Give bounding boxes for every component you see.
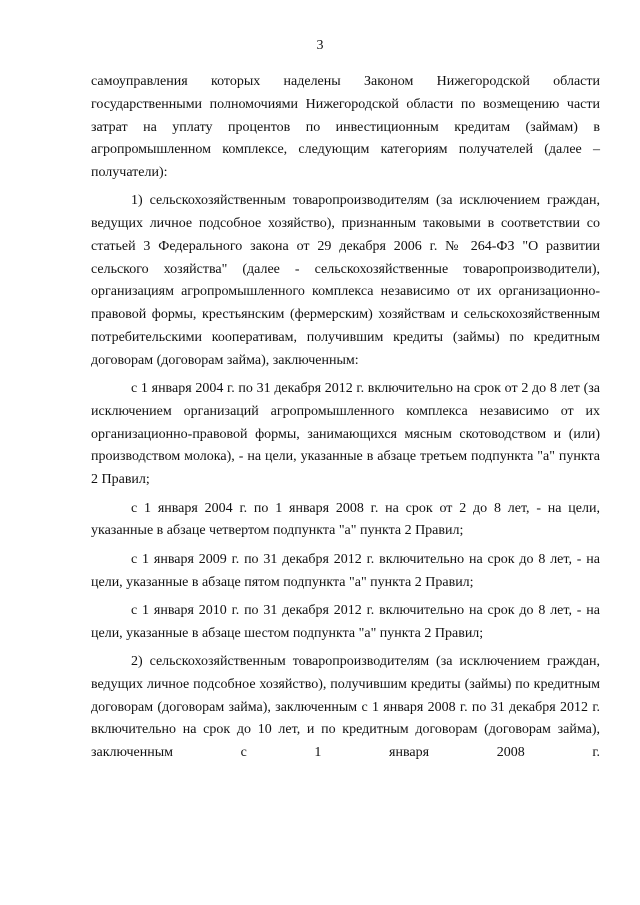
paragraph-item-1-period-2004-2008: с 1 января 2004 г. по 1 января 2008 г. на срок от 2 до 8 лет, - на цели, указанные в абзаце четвертом подпункта "а" пункта 2 Правил; (91, 500, 600, 539)
paragraph-intro-continuation: самоуправления которых наделены Законом Нижегородской области государственными полномочиями Нижегородской области по возмещению части затрат на уплату процентов по инвестиционным кредитам (займам) в агропромышленном комплексе, следующим категориям получателей (далее – получатели): (91, 74, 600, 180)
document-body (91, 71, 600, 765)
paragraph-item-1-period-2004-2012: с 1 января 2004 г. по 31 декабря 2012 г. включительно на срок от 2 до 8 лет (за исключением организаций агропромышленного комплекса независимо от их организационно-правовой формы, занимающихся мясным скотоводством и (или) производством молока), - на цели, указанные в абзаце третьем подпункта "а" пункта 2 Правил; (91, 381, 600, 488)
page-number: 3 (316, 38, 324, 53)
paragraph-item-1: 1) сельскохозяйственным товаропроизводителям (за исключением граждан, ведущих личное подсобное хозяйство), признанным таковыми в соответствии со статьей 3 Федерального закона от 29 декабря 2006 г. № 264-ФЗ "О развитии сельского хозяйства" (далее - сельскохозяйственные товаропроизводители), организациям агропромышленного комплекса независимо от их организационно-правовой формы, крестьянским (фермерским) хозяйствам и сельскохозяйственным потребительскими кооперативам, получившим кредиты (займы) по кредитным договорам (договорам займа), заключенным: (91, 193, 600, 368)
paragraph-item-1-period-2010-2012: с 1 января 2010 г. по 31 декабря 2012 г. включительно на срок до 8 лет, - на цели, указанные в абзаце шестом подпункта "а" пункта 2 Правил; (91, 602, 600, 641)
paragraph-item-1-period-2009-2012: с 1 января 2009 г. по 31 декабря 2012 г. включительно на срок до 8 лет, - на цели, указанные в абзаце пятом подпункта "а" пункта 2 Правил; (91, 551, 600, 590)
paragraph-item-2: 2) сельскохозяйственным товаропроизводителям (за исключением граждан, ведущих личное подсобное хозяйство), получившим кредиты (займы) по кредитным договорам (договорам займа), заключенным с 1 января 2008 г. по 31 декабря 2012 г. включительно на срок до 10 лет, и по кредитным договорам (договорам займа), заключенным с 1 января 2008 г. (91, 654, 600, 761)
